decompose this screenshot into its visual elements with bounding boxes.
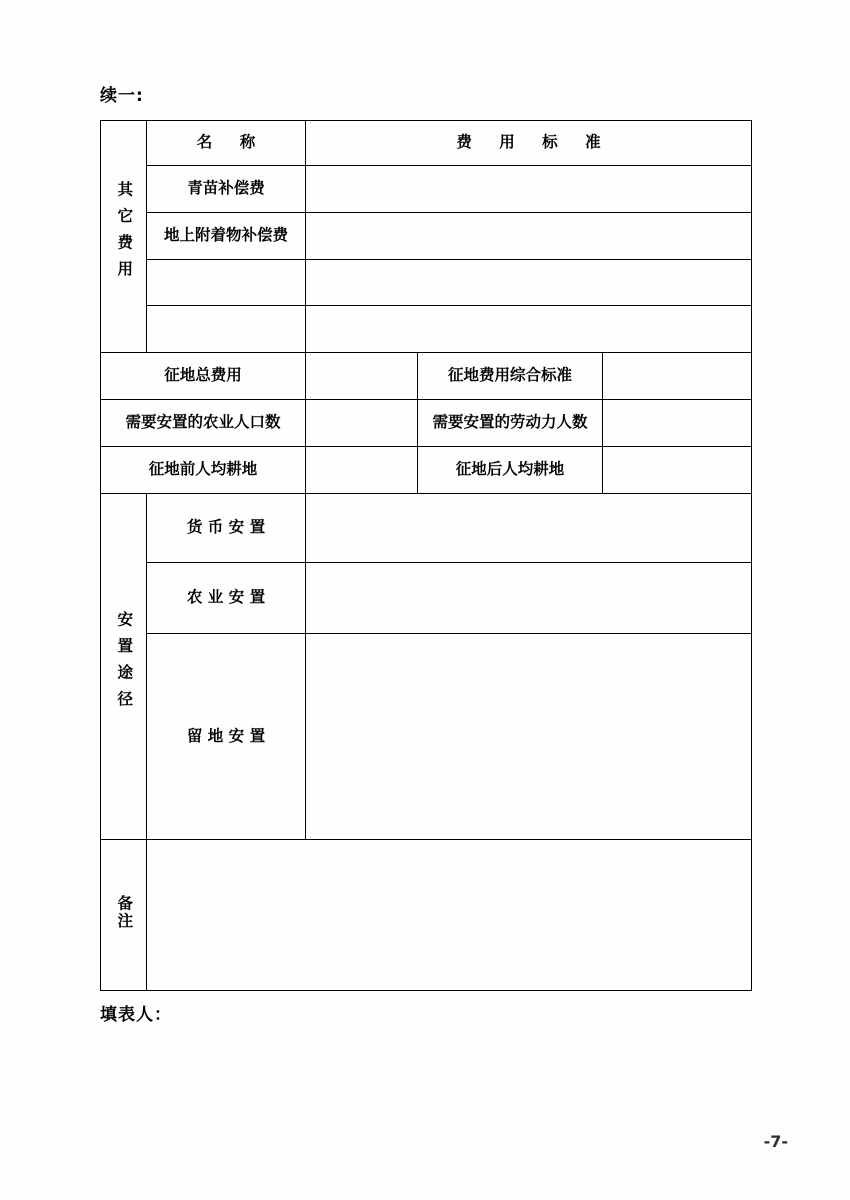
label-total-acquisition-cost-text: 征地总费用 [164,366,242,385]
fee-name-young-crops [147,166,306,213]
side-label-resettlement-methods [101,494,147,840]
table-row [101,306,752,353]
header-name-text: 名 称 [196,133,267,152]
label-monetary-resettlement-text: 货 币 安 置 [186,518,266,537]
header-fee-standard [306,121,752,166]
land-acquisition-form-table [100,120,752,991]
continued-label: 续一: [100,86,144,106]
table-row-agricultural-population [101,400,752,447]
page-number: -7- [763,1132,788,1151]
table-row-farmland-per-capita [101,447,752,494]
side-label-resettlement-methods-text: 安置途径 [115,610,134,717]
fee-value-ground-attachments[interactable] [306,213,752,260]
table-row [101,213,752,260]
table-row-land-reserved-resettlement [101,634,752,840]
fee-name-blank-2[interactable] [147,306,306,353]
label-farmland-after-text: 征地后人均耕地 [455,460,565,479]
label-agricultural-resettlement [147,563,306,634]
value-monetary-resettlement[interactable] [306,494,752,563]
header-fee-standard-text: 费 用 标 准 [456,133,612,152]
label-comprehensive-standard-text: 征地费用综合标准 [447,366,572,385]
table-row-agricultural-resettlement [101,563,752,634]
fee-name-blank-1[interactable] [147,260,306,306]
value-labor-force-count[interactable] [603,400,752,447]
value-farmland-before[interactable] [306,447,418,494]
label-land-reserved-resettlement-text: 留 地 安 置 [186,726,266,745]
fee-name-ground-attachments [147,213,306,260]
fee-value-young-crops[interactable] [306,166,752,213]
value-remarks[interactable] [147,840,752,991]
label-labor-force-count-text: 需要安置的劳动力人数 [432,413,588,432]
label-monetary-resettlement [147,494,306,563]
value-land-reserved-resettlement[interactable] [306,634,752,840]
table-row [101,166,752,213]
label-total-acquisition-cost [101,353,306,400]
side-label-other-fees-text: 其它费用 [115,180,134,287]
value-agricultural-population[interactable] [306,400,418,447]
label-agricultural-population-text: 需要安置的农业人口数 [125,413,281,432]
side-label-other-fees [101,121,147,353]
label-remarks-text: 备注 [115,894,134,930]
fee-value-blank-1[interactable] [306,260,752,306]
form-filler-label: 填表人： [100,1005,172,1025]
value-agricultural-resettlement[interactable] [306,563,752,634]
label-agricultural-resettlement-text: 农 业 安 置 [186,588,266,607]
label-remarks [101,840,147,991]
label-comprehensive-standard [418,353,603,400]
label-farmland-before-text: 征地前人均耕地 [148,460,258,479]
table-row-other-fees-header [101,121,752,166]
label-farmland-before [101,447,306,494]
table-row [101,260,752,306]
fee-name-ground-attachments-text: 地上附着物补偿费 [163,226,288,245]
value-farmland-after[interactable] [603,447,752,494]
label-labor-force-count [418,400,603,447]
label-farmland-after [418,447,603,494]
label-land-reserved-resettlement [147,634,306,840]
fee-name-young-crops-text: 青苗补偿费 [187,179,265,198]
value-total-acquisition-cost[interactable] [306,353,418,400]
label-agricultural-population [101,400,306,447]
table-row-monetary-resettlement [101,494,752,563]
table-row-total-cost [101,353,752,400]
fee-value-blank-2[interactable] [306,306,752,353]
value-comprehensive-standard[interactable] [603,353,752,400]
header-name [147,121,306,166]
table-row-remarks [101,840,752,991]
